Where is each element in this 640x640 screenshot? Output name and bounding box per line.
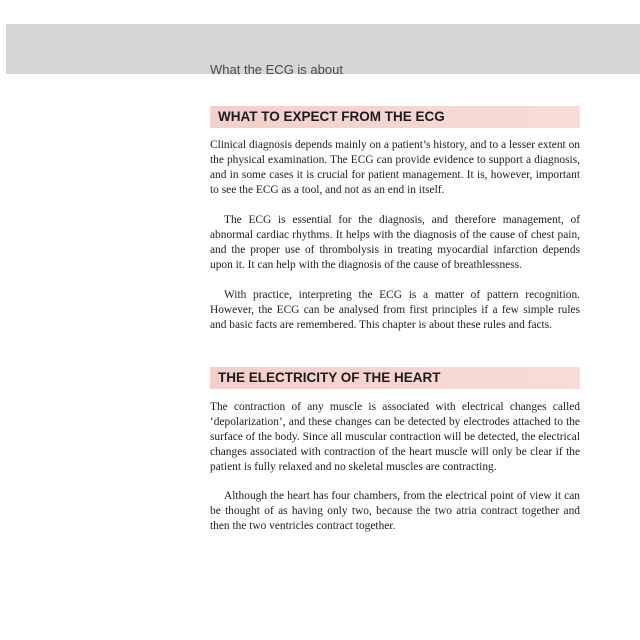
paragraph: The contraction of any muscle is associated with electrical changes called ‘depolarization’, and these changes can be detected by electrodes attached to the surface of the body. Since all muscular contraction will be detected, the electrical changes associated with contraction of the heart muscle will only be clear if the patient is fully relaxed and no skeletal muscles are contracting. [210, 401, 580, 473]
paragraph: With practice, interpreting the ECG is a matter of pattern recognition. However, the ECG can be analysed from first principles if a few simple rules and basic facts are remembered. This chapter is about these rules and facts. [210, 289, 580, 331]
section-heading-electricity-of-heart: THE ELECTRICITY OF THE HEART [210, 367, 580, 389]
paragraph: The ECG is essential for the diagnosis, and therefore management, of abnormal cardiac rhythms. It helps with the diagnosis of the cause of chest pain, and the proper use of thrombolysis in treating myocardial infarction depends upon it. It can help with the diagnosis of the cause of breathlessness. [210, 214, 580, 271]
paragraph: Clinical diagnosis depends mainly on a patient’s history, and to a lesser extent on the physical examination. The ECG can provide evidence to support a diagnosis, and in some cases it is crucial for patient management. It is, however, important to see the ECG as a tool, and not as an end in itself. [210, 139, 580, 196]
running-head: What the ECG is about [210, 62, 343, 77]
paragraph: Although the heart has four chambers, from the electrical point of view it can be thought of as having only two, because the two atria contract together and then the two ventricles contract together. [210, 490, 580, 532]
section-heading-what-to-expect: WHAT TO EXPECT FROM THE ECG [210, 106, 580, 128]
